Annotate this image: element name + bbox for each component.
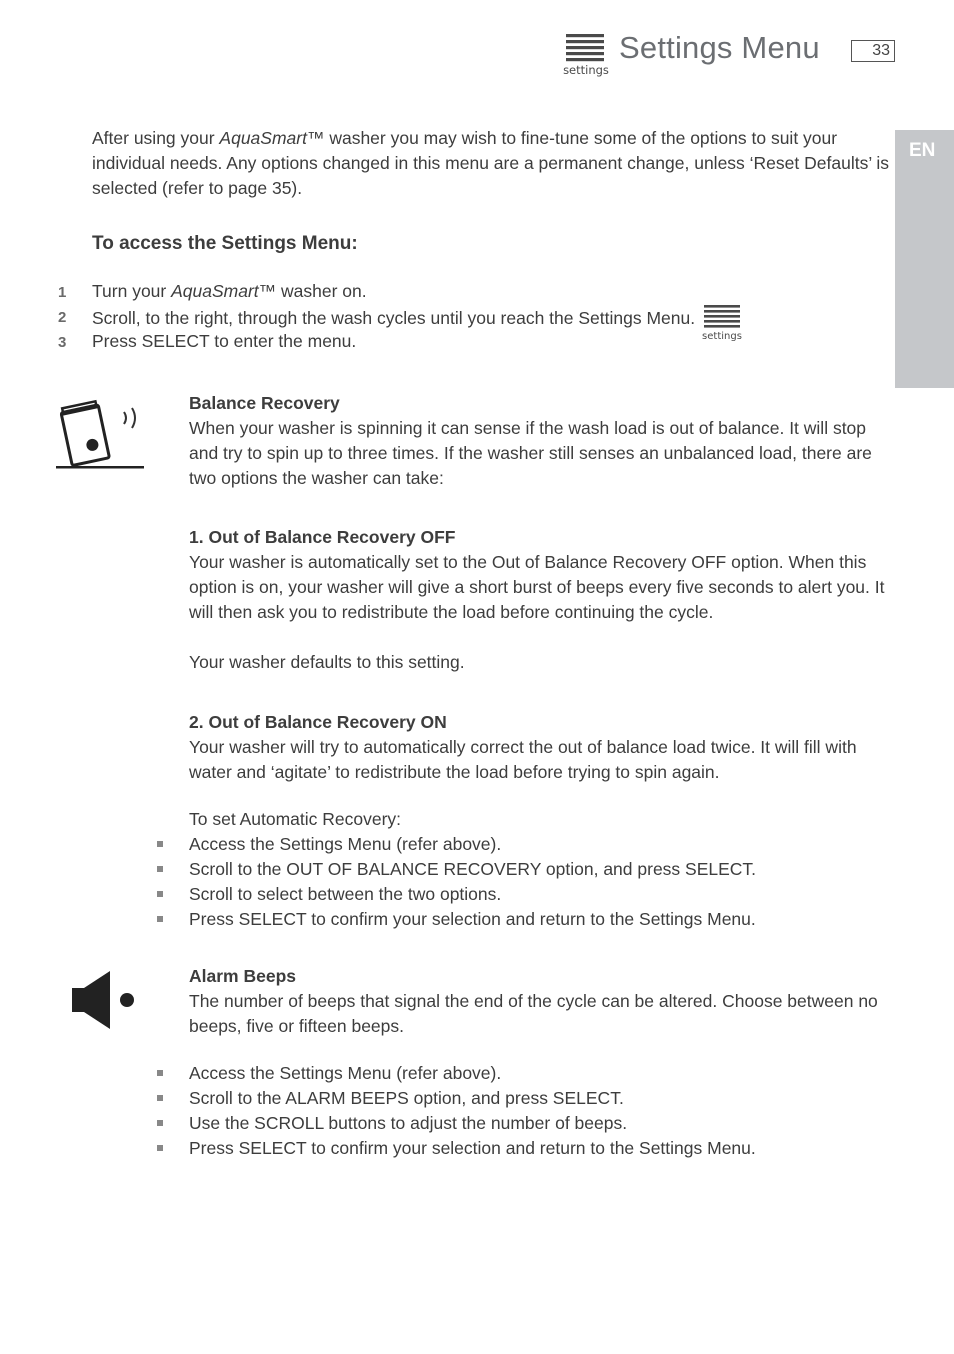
list-item-text: Scroll to the OUT OF BALANCE RECOVERY option, and press SELECT. — [189, 859, 757, 879]
bullet-square — [157, 1070, 163, 1076]
list-item-text: Scroll to the ALARM BEEPS option, and press SELECT. — [189, 1088, 624, 1108]
list-item-text: Access the Settings Menu (refer above). — [189, 834, 502, 854]
alarm-bullet-list — [155, 1061, 895, 1161]
settings-icon-caption: settings — [563, 63, 609, 77]
bullet-square — [157, 1120, 163, 1126]
bullet-square — [157, 916, 163, 922]
settings-icon — [560, 32, 614, 80]
intro-text-1: After using your — [92, 128, 220, 148]
step-number: 1 — [58, 284, 67, 301]
page-number: 33 — [851, 40, 895, 62]
language-tab-label: EN — [909, 140, 936, 161]
step-item — [58, 279, 878, 304]
step-number: 3 — [58, 334, 67, 351]
recovery-off-heading: 1. Out of Balance Recovery OFF — [189, 527, 456, 547]
language-tab — [895, 130, 954, 388]
page-title: Settings Menu — [619, 30, 820, 65]
step-number: 2 — [58, 309, 67, 326]
recovery-bullet-list — [155, 832, 895, 932]
settings-icon-inline-caption: settings — [702, 331, 743, 342]
step-text: Press SELECT to enter the menu. — [92, 331, 357, 351]
intro-paragraph — [92, 126, 892, 201]
alarm-body: The number of beeps that signal the end of the cycle can be altered. Choose between no beeps, five or fifteen beeps. — [189, 991, 878, 1036]
intro-text-2: ™ washer you may wish to fine-tune some of the options to suit your individual needs. Any options changed in this menu are a permanent change, unless ‘Reset Defaults’ is selected (refer to page 35). — [92, 128, 890, 198]
list-item-text: Scroll to select between the two options. — [189, 884, 502, 904]
alarm-heading: Alarm Beeps — [189, 966, 296, 986]
bullet-square — [157, 891, 163, 897]
bullet-square — [157, 1145, 163, 1151]
recovery-off-body: Your washer is automatically set to the Out of Balance Recovery OFF option. When this option is on, your washer will give a short burst of beeps every five seconds to alert you. It will then ask you to redistribute the load before continuing the cycle. — [189, 552, 885, 622]
list-item — [155, 907, 895, 932]
balance-heading: Balance Recovery — [189, 393, 340, 413]
intro-brand: AquaSmart — [219, 128, 307, 148]
step-text-post: ™ washer on. — [258, 281, 367, 301]
step-text — [92, 279, 367, 304]
list-item — [155, 882, 895, 907]
access-steps — [58, 279, 878, 354]
step-brand: AquaSmart — [171, 281, 259, 301]
list-item-text: Access the Settings Menu (refer above). — [189, 1063, 502, 1083]
list-item-text: Press SELECT to confirm your selection and return to the Settings Menu. — [189, 909, 756, 929]
recovery-on-body: Your washer will try to automatically correct the out of balance load twice. It will fill with water and ‘agitate’ to redistribute the load before trying to spin again. — [189, 737, 857, 782]
balance-body: When your washer is spinning it can sense if the wash load is out of balance. It will stop and try to spin up to three times. If the washer still senses an unbalanced load, there are two options the washer can take: — [189, 418, 872, 488]
bullet-square — [157, 841, 163, 847]
list-item-text: Use the SCROLL buttons to adjust the number of beeps. — [189, 1113, 628, 1133]
recovery-on-heading: 2. Out of Balance Recovery ON — [189, 712, 447, 732]
list-item — [155, 832, 895, 857]
access-heading: To access the Settings Menu: — [92, 233, 358, 254]
step-text-pre: Turn your — [92, 281, 172, 301]
list-item — [155, 1061, 895, 1086]
recovery-set-intro: To set Automatic Recovery: — [189, 809, 402, 829]
list-item — [155, 1136, 895, 1161]
list-item — [155, 857, 895, 882]
bullet-square — [157, 1095, 163, 1101]
list-item — [155, 1111, 895, 1136]
recovery-off-default: Your washer defaults to this setting. — [189, 652, 465, 672]
list-item-text: Press SELECT to confirm your selection and return to the Settings Menu. — [189, 1138, 756, 1158]
list-item — [155, 1086, 895, 1111]
step-text-body: Scroll, to the right, through the wash cycles until you reach the Settings Menu. — [92, 308, 696, 328]
step-item — [58, 329, 878, 354]
speaker-icon — [70, 968, 138, 1032]
bullet-square — [157, 866, 163, 872]
unbalanced-drum-icon — [54, 396, 148, 472]
